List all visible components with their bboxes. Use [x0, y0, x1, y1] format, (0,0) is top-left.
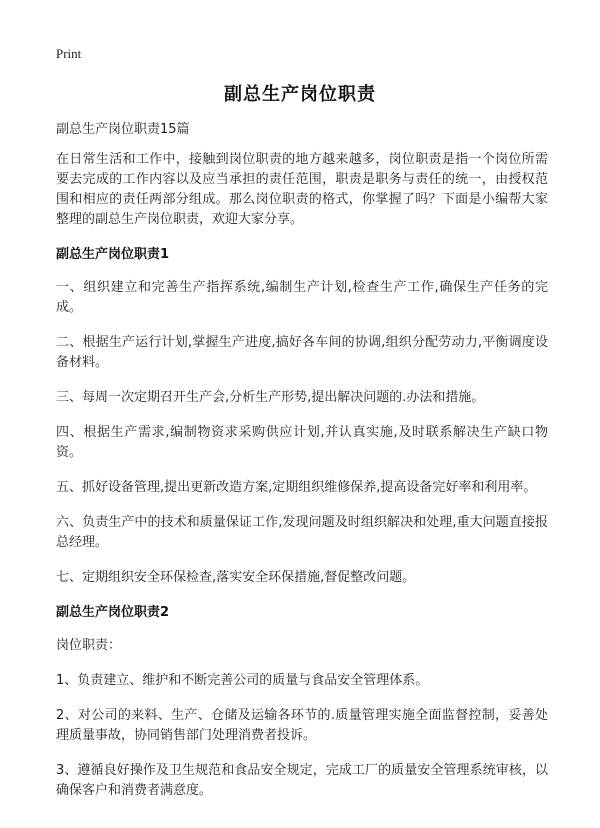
list-item: 二、根据生产运行计划,掌握生产进度,搞好各车间的协调,组织分配劳动力,平衡调度设备材料。 [56, 335, 548, 370]
section-heading-2: 副总生产岗位职责2 [56, 605, 170, 620]
list-item: 3、遵循良好操作及卫生规范和食品安全规定，完成工厂的质量安全管理系统审核，以确保客户和消费者满意度。 [56, 763, 548, 798]
document-body [56, 120, 548, 816]
list-item: 四、根据生产需求,编制物资求采购供应计划,并认真实施,及时联系解决生产缺口物资。 [56, 425, 548, 460]
intro-paragraph: 在日常生活和工作中，接触到岗位职责的地方越来越多，岗位职责是指一个岗位所需要去完成的工作内容以及应当承担的责任范围，职责是职务与责任的统一，由授权范围和相应的责任两部分组成。那么岗位职责的格式，你掌握了吗？下面是小编帮大家整理的副总生产岗位职责，欢迎大家分享。 [56, 152, 548, 227]
list-item: 七、定期组织安全环保检查,落实安全环保措施,督促整改问题。 [56, 570, 416, 585]
list-item: 三、每周一次定期召开生产会,分析生产形势,提出解决问题的.办法和措施。 [56, 390, 485, 405]
list-item: 六、负责生产中的技术和质量保证工作,发现问题及时组织解决和处理,重大问题直接报总经理。 [56, 515, 548, 550]
list-item: 一、组织建立和完善生产指挥系统,编制生产计划,检查生产工作,确保生产任务的完成。 [56, 280, 548, 315]
section-2-list [56, 671, 548, 801]
section-2-label: 岗位职责： [56, 638, 122, 653]
list-item: 2、对公司的来料、生产、仓储及运输各环节的.质量管理实施全面监督控制，妥善处理质量事故，协同销售部门处理消费者投诉。 [56, 708, 548, 743]
section-heading-1: 副总生产岗位职责1 [56, 247, 170, 262]
document-subtitle: 副总生产岗位职责15篇 [56, 122, 190, 137]
list-item: 五、抓好设备管理,提出更新改造方案,定期组织维修保养,提高设备完好率和利用率。 [56, 480, 537, 495]
page-title: 副总生产岗位职责 [224, 84, 376, 105]
section-1-list [56, 278, 548, 588]
list-item: 1、负责建立、维护和不断完善公司的质量与食品安全管理体系。 [56, 673, 429, 688]
print-link[interactable]: Print [56, 46, 82, 61]
